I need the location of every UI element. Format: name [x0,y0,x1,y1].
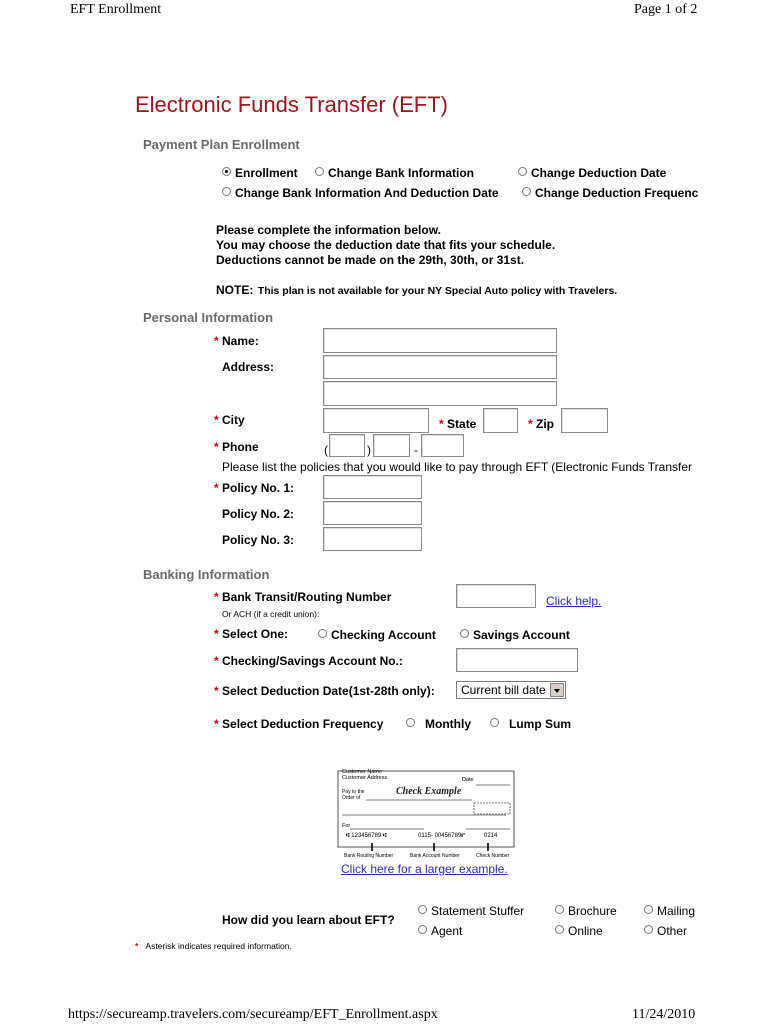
radio-icon[interactable] [406,718,415,727]
asterisk-footnote: * Asterisk indicates required information. [135,941,292,951]
city-input[interactable] [323,408,429,433]
check-for-label: For [342,823,351,829]
deduction-date-label: * Select Deduction Date(1st-28th only): [214,684,435,698]
option-statement-stuffer[interactable]: Statement Stuffer [418,904,524,918]
phone-line-input[interactable] [421,434,464,457]
state-label: * State [439,417,477,431]
phone-area-input[interactable] [329,434,365,457]
page-title: Electronic Funds Transfer (EFT) [135,92,448,117]
state-input[interactable] [483,408,518,433]
phone-open-paren: ( [324,443,328,457]
learn-about-label: How did you learn about EFT? [222,913,395,927]
deduction-frequency-label: * Select Deduction Frequency [214,717,384,731]
name-input[interactable] [323,328,557,353]
check-account-digits: 0115- 00456789⑈ [418,833,465,839]
option-online[interactable]: Online [555,924,603,938]
check-order-of: Order of [342,794,361,801]
zip-label: * Zip [528,417,555,431]
check-pay-to: Pay to the [342,789,365,795]
check-date-label: Date [462,777,474,783]
policy1-input[interactable] [323,475,422,499]
radio-icon[interactable] [555,905,564,914]
option-savings-account[interactable]: Savings Account [460,628,570,642]
address-line2-input[interactable] [323,381,557,406]
policy3-label: Policy No. 3: [222,533,295,547]
intro-text: Please complete the information below. You may choose the deduction date that fits your schedule. Deductions cannot be made on the 29th, 30th, or 31st. [216,223,556,267]
plan-note: NOTE: This plan is not available for your NY Special Auto policy with Travelers. [216,283,618,297]
radio-icon[interactable] [315,167,324,176]
check-customer-address: Customer Address [342,775,388,781]
option-mailing[interactable]: Mailing [644,904,695,918]
radio-icon[interactable] [644,905,653,914]
phone-prefix-input[interactable] [373,434,410,457]
select-one-label: * Select One: [214,627,289,641]
print-footer-date: 11/24/2010 [632,1007,696,1022]
address-line1-input[interactable] [323,355,557,379]
radio-icon[interactable] [518,167,527,176]
name-label: * Name: [214,334,259,348]
policy2-label: Policy No. 2: [222,507,295,521]
radio-icon[interactable] [318,629,327,638]
caption-account-number: Bank Account Number [410,853,460,859]
address-label: Address: [222,360,275,374]
option-brochure[interactable]: Brochure [555,904,617,918]
option-change-bank-info[interactable]: Change Bank Information [315,166,474,180]
policy2-input[interactable] [323,501,422,525]
zip-input[interactable] [561,408,608,433]
caption-routing-number: Bank Routing Number [344,853,394,859]
option-enrollment[interactable]: Enrollment [222,166,298,180]
radio-icon[interactable] [490,718,499,727]
help-link[interactable]: Click help. [546,594,602,608]
check-example-image [336,763,518,861]
radio-icon[interactable] [222,187,231,196]
option-monthly[interactable]: Monthly [406,717,471,731]
policy1-label: * Policy No. 1: [214,481,295,495]
radio-icon[interactable] [418,925,427,934]
check-example-caption: Check Example [396,786,462,797]
city-label: * City [214,413,245,427]
account-number-input[interactable] [456,648,578,672]
phone-label: * Phone [214,440,259,454]
print-header-page: Page 1 of 2 [634,2,698,17]
routing-sub-label: Or ACH (if a credit union): [222,609,320,619]
radio-icon[interactable] [418,905,427,914]
phone-close-paren: ) [367,443,371,457]
policies-instructions: Please list the policies that you would like to pay through EFT (Electronic Funds Transfer [222,460,693,474]
option-checking-account[interactable]: Checking Account [318,628,436,642]
payment-plan-heading: Payment Plan Enrollment [143,137,300,152]
radio-selected-icon[interactable] [222,167,231,176]
check-routing-digits: ⑆ 123456789 ⑆ [346,833,387,839]
chevron-down-icon[interactable] [550,683,564,697]
option-change-deduction-date[interactable]: Change Deduction Date [518,166,666,180]
print-footer-url: https://secureamp.travelers.com/secureamp/EFT_Enrollment.aspx [68,1007,438,1022]
option-change-deduction-frequency[interactable]: Change Deduction Frequenc [522,186,703,200]
deduction-date-select[interactable]: Current bill date [456,681,566,699]
account-no-label: * Checking/Savings Account No.: [214,654,403,668]
radio-icon[interactable] [460,629,469,638]
routing-number-input[interactable] [456,584,536,608]
personal-info-heading: Personal Information [143,310,274,325]
print-header-title: EFT Enrollment [70,2,162,17]
option-agent[interactable]: Agent [418,924,462,938]
check-number-digits: 0214 [484,833,498,839]
banking-info-heading: Banking Information [143,567,270,582]
routing-label: * Bank Transit/Routing Number [214,590,392,604]
larger-example-link[interactable]: Click here for a larger example. [341,862,508,876]
option-other[interactable]: Other [644,924,687,938]
option-lump-sum[interactable]: Lump Sum [490,717,571,731]
radio-icon[interactable] [522,187,531,196]
phone-dash: - [414,443,418,457]
check-customer-name: Customer Name [342,769,383,775]
policy3-input[interactable] [323,527,422,551]
radio-icon[interactable] [555,925,564,934]
caption-check-number: Check Number [476,853,510,859]
radio-icon[interactable] [644,925,653,934]
option-change-bank-and-date[interactable]: Change Bank Information And Deduction Date [222,186,499,200]
